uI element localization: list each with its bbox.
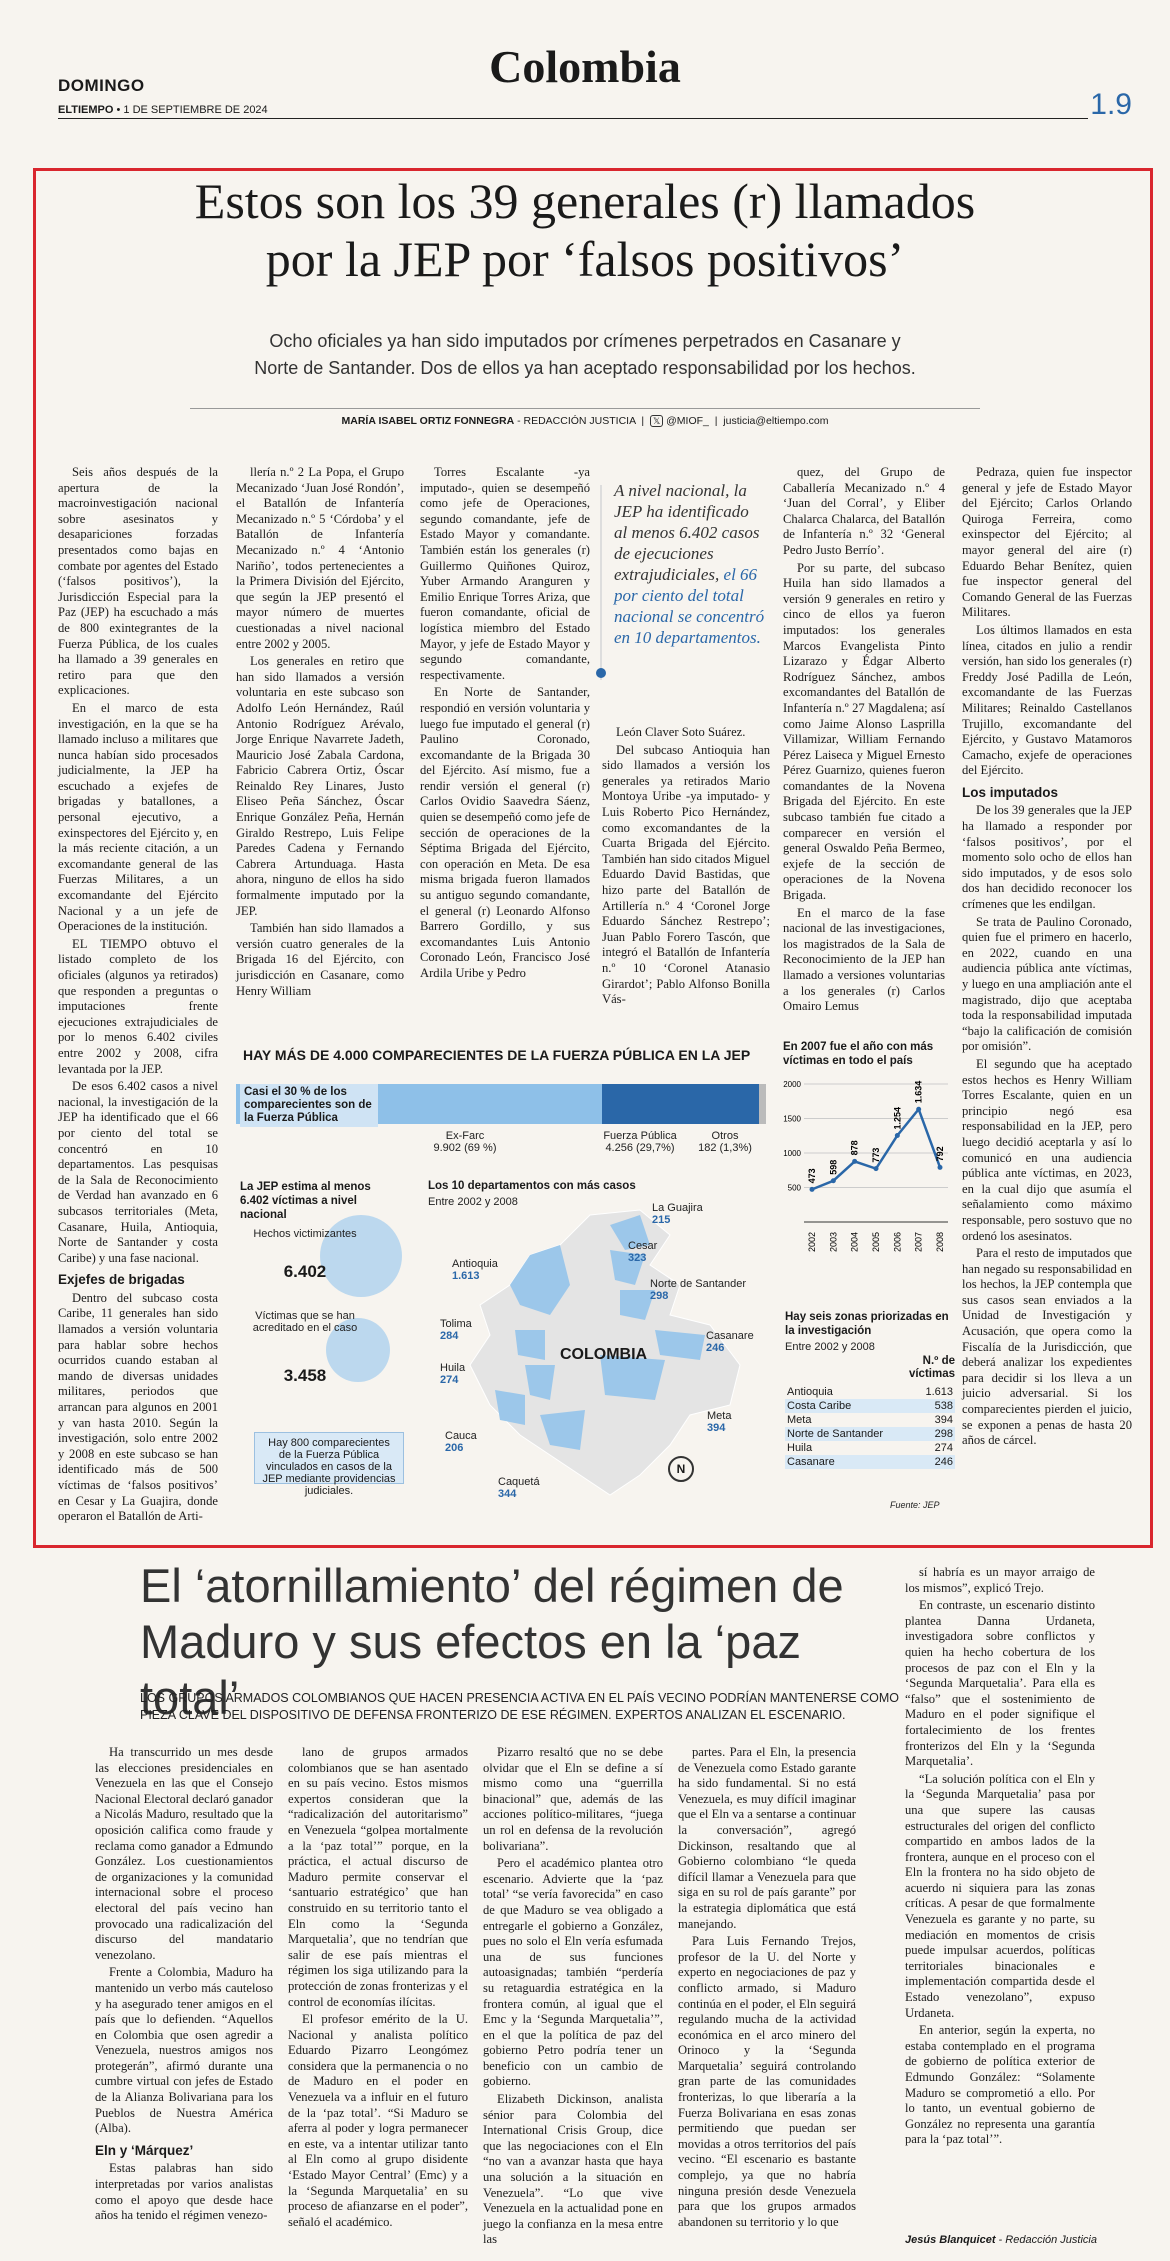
bar-segment-fuerza-publica [602,1084,759,1124]
dept-huila: Huila 274 [440,1362,466,1386]
data-point [938,1165,943,1170]
data-point [852,1159,857,1164]
paragraph: El segundo que ha aceptado estos hechos es Henry William Torres Escalante, quien en un principio negó esa responsabilidad en la JEP, pero luego decidió aceptarla y así lo comunicó en una audiencia pública ante víctimas, en 2023, en la cual dijo que asumía el señalamiento como máximo responsable, pero sostuvo que no ordenó los asesinatos. [962,1056,1132,1243]
headline-line: Estos son los 39 generales (r) llamados [194,173,976,229]
bar-label-fuerza: Fuerza Pública 4.256 (29,7%) [603,1130,677,1154]
victims-label: Hechos victimizantes [253,1228,357,1240]
zone-name: Huila [787,1442,813,1454]
desk: - REDACCIÓN JUSTICIA [517,415,636,427]
article2-column-4 [678,1745,856,2255]
zone-name: Norte de Santander [785,1427,914,1441]
article1-column-5 [783,465,945,1025]
accredited-label: Víctimas que se han acreditado en el caso [252,1310,358,1334]
paragraph: De los 39 generales que la JEP ha llamado a responder por ‘falsos positivos’, por el momento solo ocho de ellos han sido imputados, y de esos solo dos han decidido reconocer los crímenes que les endilgan. [962,803,1132,912]
article2-column-2 [288,1745,468,2255]
zone-name: Casanare [785,1455,914,1469]
paragraph: sí habría es un mayor arraigo de los mismos”, explicó Trejo. [905,1565,1095,1595]
paragraph: Dentro del subcaso costa Caribe, 11 generales han sido llamados a versión voluntaria para hablar sobre hechos ocurridos cuando estaban al mando de diversas unidades militares, periodos que arrancan para algunos en 2001 y van hasta 2010. Según la investigación, solo entre 2002 y 2008 en este subcaso se han identificado más de 500 víctimas de ‘falsos positivos’ en Cesar y La Guajira, donde operaron el Batallón de Arti- [58,1290,218,1524]
paragraph: llería n.º 2 La Popa, el Grupo Mecanizado ‘Juan José Rondón’, el Batallón de Infantería Mecanizado n.º 5 ‘Córdoba’ y el Batallón de Infantería Mecanizado n.º 4 ‘Antonio Nariño’, todos pertenecientes a la Primera División del Ejército, que según la JEP presentó el mayor número de muertes cuestionadas a nivel nacional entre 2002 y 2005. [236,465,404,651]
paragraph: En contraste, un escenario distinto plantea Danna Urdaneta, investigadora sobre conflictos y quien ha hecho cobertura de los procesos de paz con el Eln y la ‘Segunda Marquetalia’. Para ella es “falso” que el sostenimiento de Maduro en el poder signifique el fortalecimiento de los frentes fronterizos del Eln y la ‘Segunda Marquetalia’. [905,1598,1095,1769]
data-point [810,1187,815,1192]
table-header: N.º de víctimas [908,1355,955,1380]
article1-headline [60,172,1110,288]
article1-column-4 [602,725,770,1025]
data-label: 473 [807,1168,817,1184]
paragraph: Se trata de Paulino Coronado, quien fue el primero en hacerlo, en 2022, cuando en una audiencia pública ante víctimas, y luego en una ampliación ante el magistrado, dijo que aceptaba toda la responsabilidad imputada “bajo la calificación de comisión por omisión”. [962,914,1132,1054]
email[interactable]: justicia@eltiempo.com [723,415,829,427]
data-point [895,1133,900,1138]
paragraph: partes. Para el Eln, la presencia de Venezuela como Estado garante ha sido fundamental. Si no está Venezuela, es muy difícil imaginar que el Eln va a sentarse a continuar la conversación”, agregó Dickinson, resaltando que al Gobierno colombiano “le queda difícil llamar a Venezuela para que siga en su rol de país garante” por la estrategia diplomática que está manejando. [678,1745,856,1931]
map-subtitle: Entre 2002 y 2008 [428,1196,518,1208]
paragraph: En el marco de esta investigación, en la que se ha llamado incluso a militares que nunca habían sido procesados judicialmente, la JEP ha escuchado a exjefes de brigadas y batallones, a personal ejecutivo, a exinspectores del Ejército y, en la más reciente citación, a un excomandante general de las Fuerzas Militares, a un excomandante del Ejército Nacional y a un jefe de Operaciones de la institución. [58,700,218,934]
quote-highlight: el 66 por ciento del total nacional se concentró en 10 departamentos. [614,565,765,647]
zone-value: 246 [914,1455,955,1469]
date-line [58,104,268,116]
paragraph: También han sido llamados a versión cuatro generales de la Brigada 16 del Ejército, con jurisdicción en Casanare, como Henry William [236,921,404,998]
headline-line: por la JEP por ‘falsos positivos’ [265,231,905,287]
table-row [785,1455,955,1469]
paragraph: Para Luis Fernando Trejos, profesor de la U. del Norte y experto en negociaciones de paz y conflicto armado, si Maduro continúa en el poder, el Eln seguirá regulando mucha de la actividad económica en el arco minero del Orinoco y la ‘Segunda Marquetalia’ seguirá controlando gran parte de las comunidades fronterizas, lo que liberaría a la Fuerza Bolivariana en esas zonas permitiendo que puedan ser movidas a otros territorios del país vecino. “El escenario es bastante complejo, ya que no habría ninguna presión desde Venezuela para que los grupos armados abandonen su territorio y lo que [678,1934,856,2229]
y-tick-label: 1500 [783,1114,801,1124]
author: MARÍA ISABEL ORTIZ FONNEGRA [341,415,515,427]
zones-table [785,1385,955,1469]
bar-segment-otros [759,1084,766,1124]
quote-dot [596,668,606,678]
zone-value: 394 [934,1414,953,1426]
deck-line: Norte de Santander. Dos de ellos ya han aceptado responsabilidad por los hechos. [254,358,916,378]
section-title: Colombia [489,41,681,92]
page-number: 1.9 [1090,88,1132,121]
infographic-title: HAY MÁS DE 4.000 COMPARECIENTES DE LA FUERZA PÚBLICA EN LA JEP [243,1047,751,1063]
comparecientes-note: Hay 800 comparecientes de la Fuerza Pública vinculados en casos de la JEP mediante providencias judiciales. [254,1432,404,1484]
table-row [785,1385,955,1399]
zone-name: Meta [787,1414,812,1426]
y-tick-label: 2000 [783,1080,801,1089]
paragraph: Pedraza, quien fue inspector general y jefe de Estado Mayor del Ejército; Carlos Orlando Quiroga Ferreira, como exinspector del Ejército; al mayor general del aire (r) Eduardo Behar Benítez, quien fue inspector general del Comando General de las Fuerzas Militares. [962,465,1132,620]
dept-la-guajira: La Guajira 215 [652,1202,703,1226]
article2-deck: LOS GRUPOS ARMADOS COLOMBIANOS QUE HACEN PRESENCIA ACTIVA EN EL PAÍS VECINO PODRÍAN MANTENERSE COMO PIEZA CLAVE DEL DISPOSITIVO DE DEFENSA FRONTERIZO DE ESE RÉGIMEN. EXPERTOS ANALIZAN EL ESCENARIO. [140,1691,899,1722]
y-tick-label: 500 [787,1183,801,1193]
handle[interactable]: @MIOF_ [666,415,709,427]
dept-cesar: Cesar 323 [628,1240,658,1264]
paragraph: El profesor emérito de la U. Nacional y analista político Eduardo Pizarro Leongómez considera que la permanencia o no de Maduro en el poder en Venezuela va a influir en el futuro de la ‘paz total’. “Si Maduro se aferra al poder y logra permanecer en este, va a intentar utilizar tanto al Eln como al grupo disidente ‘Estado Mayor Central’ (Emc) y a la ‘Segunda Marquetalia’ en su proceso de afianzarse en el poder”, señaló el académico. [288,2012,468,2229]
headline-line: El ‘atornillamiento’ del régimen de [140,1559,844,1612]
paragraph: Pero el académico plantea otro escenario. Advierte que la ‘paz total’ “se vería favorecida” en caso de que Maduro se vea obligado a entregarle el gobierno a González, pues no solo el Eln vería esfumada una de sus funciones autoasignadas; también “perdería su retaguardia estratégica en la frontera común, al igual que el Emc y la ‘Segunda Marquetalia’”, en el que la política de paz del gobierno Petro podría tener un beneficio con un cambio de gobierno. [483,1856,663,2089]
brand: ELTIEMPO [58,104,114,116]
headline-line: Maduro y sus efectos en la ‘paz total’ [140,1615,801,1724]
x-tick-label: 2005 [871,1231,881,1252]
quote-text: A nivel nacional, la JEP ha identificado al menos 6.402 casos de ejecuciones extrajudiciales, [614,481,760,584]
data-label: 773 [871,1147,881,1163]
accredited-value: 3.458 [283,1366,327,1385]
paragraph: Seis años después de la apertura de la macroinvestigación nacional sobre asesinatos y desapariciones forzadas presentados como bajas en combate por agentes del Estado (‘falsos positivos’), la Jurisdicción Especial para la Paz (JEP) ha escuchado a más de 800 exintegrantes de la Fuerza Pública, de los cuales ha llamado a 39 generales en retiro para que den explicaciones. [58,465,218,698]
masthead-rule [58,118,1088,119]
paragraph: “La solución política con el Eln y la ‘Segunda Marquetalia’ pasa por una que supere las causas estructurales del origen del conflicto compartido en ambos lados de la frontera, aunque en el proceso con el Eln la frontera no ha sido objeto de acuerdo ni siquiera para las zonas críticas. A pesar de que formalmente Venezuela es garante y no parte, su mediación en momentos de crisis puede impulsar acuerdos, políticas territoriales binacionales e implementación compartida desde el Estado venezolano”, expuso Urdaneta. [905,1771,1095,2020]
line-chart [778,1072,958,1272]
zone-name: Antioquia [787,1386,833,1398]
paragraph: Frente a Colombia, Maduro ha mantenido un verbo más cauteloso y ha asegurado tener amigos en el país que lo defienden. “Aquellos en Colombia que osen agredir a Venezuela, nuestros amigos nos protegerán”, afirmó durante una cumbre virtual con jefes de Estado de la Alianza Bolivariana para los Pueblos de Nuestra América (Alba). [95,1965,273,2136]
day-label: DOMINGO [58,76,145,95]
y-tick-label: 1000 [783,1149,801,1158]
article2-signature: Jesús Blanquicet - Redacción Justicia [905,2234,1097,2246]
article1-column-3 [420,465,590,1025]
paragraph: En el marco de la fase nacional de las investigaciones, los magistrados de la Sala de Reconocimiento de la JEP han llamado a versiones voluntarias a los generales (r) Carlos Omairo Lemus [783,905,945,1014]
article1-column-6 [962,465,1132,1510]
zone-value: 1.613 [925,1386,953,1398]
paragraph: De esos 6.402 casos a nivel nacional, la investigación de la JEP ha identificado que el 66 por ciento del total se concentró en 10 departamentos. Las pesquisas de la Sala de Reconocimiento de Verdad han avanzado en 6 subcasos territoriales (Meta, Casanare, Huila, Antioquia, Norte de Santander y costa Caribe) y una fase nacional. [58,1079,218,1265]
dept-antioquia: Antioquia 1.613 [452,1258,498,1282]
paragraph: Estas palabras han sido interpretadas por varios analistas como el apoyo que desde hace años ha tenido el régimen venezo- [95,2161,273,2223]
bar-caption: Casi el 30 % de los comparecientes son de la Fuerza Pública [240,1084,378,1127]
dept-casanare: Casanare 246 [706,1330,754,1354]
article1-column-1 [58,465,218,1524]
source: Fuente: JEP [890,1500,940,1510]
paragraph: Del subcaso Antioquia han sido llamados a versión los generales ya retirados Mario Montoya Uribe -ya imputado- y Luis Roberto Pico Hernández, como excomandantes de la Cuarta Brigada del Ejército. También han sido citados Miguel Eduardo David Bastidas, que hizo parte del Batallón de Artillería n.º 4 ‘Coronel Jorge Eduardo Sánchez Restrepo’; Juan Pablo Forero Tascón, que integró el Batallón de Infantería n.º 10 ‘Coronel Atanasio Girardot’; Pablo Alfonso Bonilla Vás- [602,742,770,1007]
data-label: 1.254 [892,1106,903,1130]
bar-label-otros: Otros 182 (1,3%) [698,1130,752,1154]
paragraph: León Claver Soto Suárez. [616,725,746,739]
data-label: 598 [828,1159,839,1175]
quote-rule [600,485,602,680]
article1-deck [170,328,1000,382]
subhead: Los imputados [962,784,1059,800]
paragraph: EL TIEMPO obtuvo el listado completo de los oficiales (algunos ya retirados) que responden a preguntas o imputaciones frente ejecuciones extrajudiciales de por lo menos 6.402 civiles entre 2002 y 2008, cifra levantada por la JEP. [58,936,218,1076]
date: • 1 DE SEPTIEMBRE DE 2024 [116,104,268,116]
pull-quote [614,480,766,648]
data-point [831,1178,836,1183]
article2-column-3 [483,1745,663,2255]
dept-tolima: Tolima 284 [440,1318,472,1342]
article2-column-5 [905,1565,1095,2230]
x-tick-label: 2007 [913,1231,924,1252]
deck-line: Ocho oficiales ya han sido imputados por crímenes perpetrados en Casanare y [269,331,901,351]
dept-cauca: Cauca 206 [445,1430,477,1454]
data-label: 878 [849,1140,860,1156]
victims-value: 6.402 [283,1262,327,1281]
table-row [785,1399,955,1413]
subhead: Eln y ‘Márquez’ [95,2142,194,2158]
victims-title: La JEP estima al menos 6.402 víctimas a nivel nacional [240,1181,371,1221]
zone-name: Costa Caribe [785,1399,914,1413]
x-icon: 𝕏 [650,415,663,427]
paragraph: Los generales en retiro que han sido llamados a versión voluntaria en este subcaso son Adolfo León Hernández, Raúl Antonio Rodríguez Arévalo, Jorge Enrique Navarrete Jadeth, Mauricio José Zabala Cardona, Fabricio Cabrera Ortiz, Óscar Reinaldo Rey Linares, Justo Eliseo Peña Sánchez, Óscar Enrique González Peña, Hernán Giraldo Restrepo, Luis Felipe Paredes Cadena y Fernando Cabrera Artunduaga. Hasta ahora, ninguno de ellos ha sido formalmente imputado por la JEP. [236,654,404,918]
x-tick-label: 2006 [892,1231,903,1252]
byline: MARÍA ISABEL ORTIZ FONNEGRA - REDACCIÓN JUSTICIA | 𝕏 @MIOF_ | justicia@eltiempo.com [190,408,980,427]
x-tick-label: 2002 [807,1231,817,1252]
paragraph: En Norte de Santander, respondió en versión voluntaria y luego fue imputado el general (r) Paulino Coronado, excomandante de la Brigada 30 del Ejército. Así mismo, fue a rendir versión el general (r) Carlos Ovidio Saavedra Sáenz, quien se desempeñó como jefe de sección de operaciones de la Séptima Brigada del Ejército, con operación en Meta. De esa misma brigada fueron llamados su antiguo segundo comandante, el general (r) Leonardo Alfonso Barrero Gordillo, y sus excomandantes Luis Antonio Coronado León, Francisco José Ardila Uribe y Pedro [420,685,590,980]
table-title: Hay seis zonas priorizadas en la investigación [785,1311,949,1337]
table-row [785,1441,955,1455]
map-country-label: COLOMBIA [560,1346,648,1363]
paragraph: Para el resto de imputados que han negado su responsabilidad en los hechos, la JEP contempla que sus casos sean enviados a la Unidad de Investigación y Acusación, que opera como la Fiscalía de la Jurisdicción, que deberá analizar los expedientes para decidir si los lleva a un juicio adversarial. Si los comparecientes pierden el juicio, se exponen a penas de hasta 20 años de cárcel. [962,1246,1132,1448]
data-point [874,1166,879,1171]
zone-value: 298 [914,1427,955,1441]
data-label: 792 [935,1146,945,1162]
subhead: Exjefes de brigadas [58,1272,185,1288]
paragraph: En anterior, según la experta, no estaba contemplado en el programa de gobierno de política exterior de Edmundo González: “Solamente Maduro se comprometió a ello. Por lo tanto, un eventual gobierno de González no representa una garantía para la ‘paz total’”. [905,2023,1095,2147]
paragraph: Elizabeth Dickinson, analista sénior para Colombia del International Crisis Group, dice que las negociaciones con el Eln “no van a avanzar hasta que haya una solución a la situación en Venezuela”. “Lo que vive Venezuela en la actualidad pone en juego la confianza en la mesa entre las [483,2092,663,2247]
table-row [785,1413,955,1427]
article2-column-1 [95,1745,273,2255]
north-arrow-icon: N [668,1456,694,1482]
dept-caqueta: Caquetá 344 [498,1476,540,1500]
table-subtitle: Entre 2002 y 2008 [785,1341,875,1353]
paragraph: Pizarro resaltó que no se debe olvidar que el Eln se define a sí mismo como una “guerrilla binacional” que, además de las acciones político-militares, “juega un rol en defensa de la revolución bolivariana”. [483,1745,663,1853]
article1-column-2 [236,465,404,1025]
dept-norte-santander: Norte de Santander 298 [650,1278,747,1302]
x-tick-label: 2008 [935,1231,945,1252]
table-row [785,1427,955,1441]
paragraph: Los últimos llamados en esta línea, citados en julio a rendir versión, han sido los generales (r) Freddy José Padilla de León, excomandante de las Fuerzas Militares; Reinaldo Castellanos Trujillo, excomandante del Ejército, y Gustavo Matamoros Camacho, exjefe de operaciones del Ejército. [962,622,1132,778]
bar-label-exfarc: Ex-Farc 9.902 (69 %) [433,1130,497,1154]
paragraph: lano de grupos armados colombianos que se han asentado en su país vecino. Estos mismos expertos consideran que la “radicalización del autoritarismo” en Venezuela “golpea mortalmente a la ‘paz total’” porque, en la práctica, el actual discurso de Maduro permite conservar el ‘santuario estratégico’ que han construido en su territorio tanto el Eln como la ‘Segunda Marquetalia’, que no tendrían que salir de ese país mientras el régimen los siga utilizando para la protección de zonas fronterizas y el control de economías ilícitas. [288,1745,468,2009]
zone-value: 538 [914,1399,955,1413]
paragraph: quez, del Grupo de Caballería Mecanizado n.º 4 ‘Juan del Corral’, y Eliber Chalarca Chalarca, del Batallón de Infantería n.º 32 ‘General Pedro Justo Berrío’. [783,465,945,557]
paragraph: Torres Escalante -ya imputado-, quien se desempeñó como jefe de Operaciones, segundo comandante, jefe de Estado Mayor y comandante. También están los generales (r) Guillermo Quiñones Quiroz, Yuber Armando Aranguren y Emilio Enrique Torres Ariza, que fueron comandante, oficial de logística miembro del Estado Mayor, y jefe de Estado Mayor y segundo comandante, respectivamente. [420,465,590,682]
paragraph: Por su parte, del subcaso Huila han sido llamados a versión 9 generales en retiro y cinco de ellos ya fueron imputados: los generales Marcos Evangelista Pinto Lizarazo y Édgar Alberto Rodríguez Sánchez, ambos excomandantes del Batallón de Infantería n.º 27 Magdalena; así como Jaime Alonso Lasprilla Villamizar, William Fernando Pérez Laiseca y Miguel Ernesto Pérez Guarnizo, quienes fueron comandantes de la Novena Brigada del Ejército. En este subcaso también fue citado a comparecer en versión el general Oswaldo Peña Bermeo, exjefe de la sección de operaciones de la Novena Brigada. [783,560,945,903]
zone-value: 274 [934,1442,953,1454]
data-label: 1.634 [913,1080,924,1104]
x-tick-label: 2004 [849,1231,860,1252]
x-tick-label: 2003 [828,1231,839,1252]
data-point [916,1107,921,1112]
dept-meta: Meta 394 [707,1410,732,1434]
paragraph: Ha transcurrido un mes desde las elecciones presidenciales en Venezuela en las que el Consejo Nacional Electoral declaró ganador a Nicolás Maduro, resultado que la oposición califica como fraude y reclama como ganador a Edmundo González. Los cuestionamientos de organizaciones y la comunidad internacional sobre el proceso electoral del país vecino han provocado una radicalización del discurso del mandatario venezolano. [95,1745,273,1962]
map-title: Los 10 departamentos con más casos [428,1180,636,1192]
line-chart-title: En 2007 fue el año con más víctimas en todo el país [783,1041,934,1067]
